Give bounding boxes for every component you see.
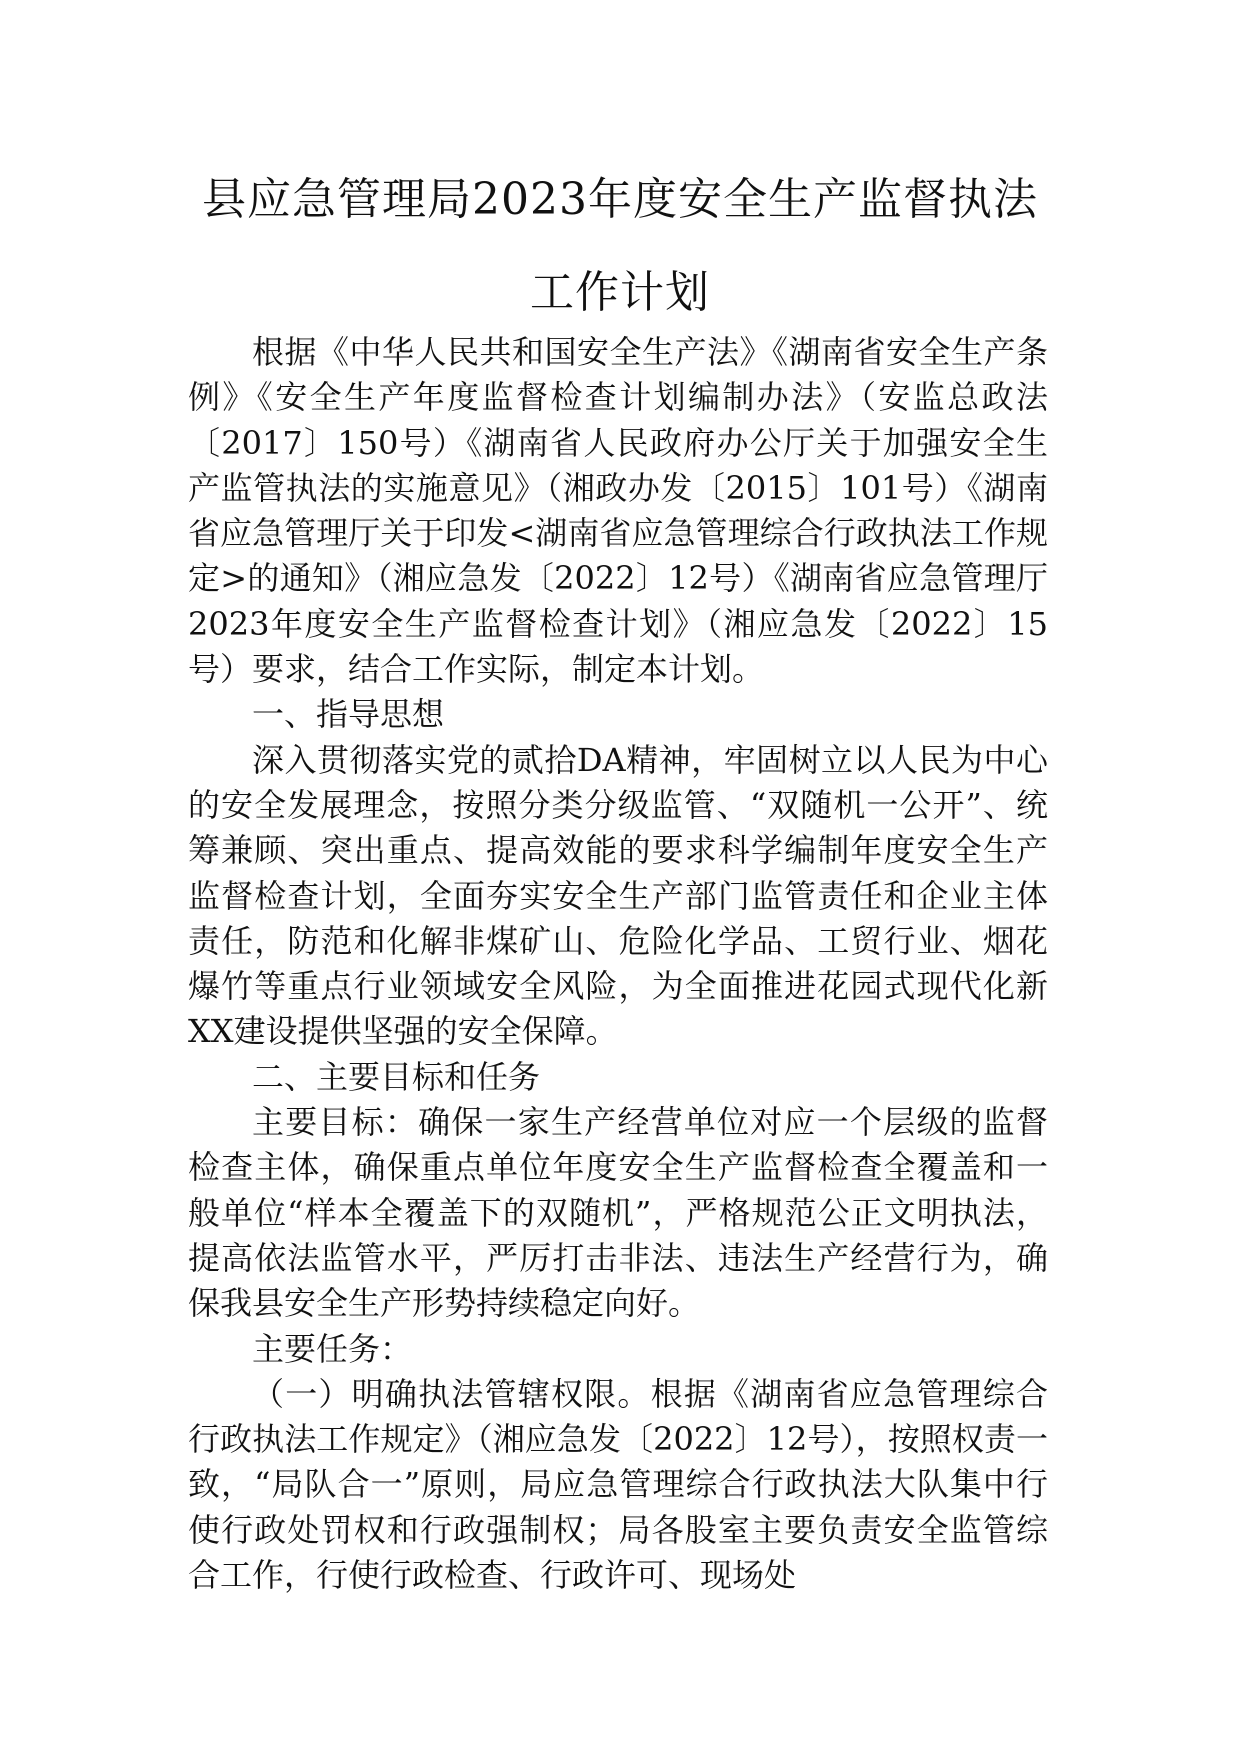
paragraph-guiding-ideology: 深入贯彻落实党的贰拾DA精神，牢固树立以人民为中心的安全发展理念，按照分类分级监管、“双随机一公开”、统筹兼顾、突出重点、提高效能的要求科学编制年度安全生产监督检查计划，全面夯实安全生产部门监管责任和企业主体责任，防范和化解非煤矿山、危险化学品、工贸行业、烟花爆竹等重点行业领域安全风险，为全面推进花园式现代化新XX建设提供坚强的安全保障。 — [188, 740, 1048, 1051]
section-heading-guiding-ideology: 一、指导思想 — [252, 695, 445, 734]
paragraph-main-tasks-label: 主要任务： — [252, 1329, 413, 1368]
document-body — [188, 330, 1048, 1598]
paragraph-main-goals: 主要目标：确保一家生产经营单位对应一个层级的监督检查主体，确保重点单位年度安全生产监督检查全覆盖和一般单位“样本全覆盖下的双随机”，严格规范公正文明执法，提高依法监管水平，严厉打击非法、违法生产经营行为，确保我县安全生产形势持续稳定向好。 — [188, 1103, 1048, 1323]
paragraph-basis: 根据《中华人民共和国安全生产法》《湖南省安全生产条例》《安全生产年度监督检查计划编制办法》（安监总政法〔2017〕150号）《湖南省人民政府办公厅关于加强安全生产监管执法的实施意见》（湘政办发〔2015〕101号）《湖南省应急管理厅关于印发<湖南省应急管理综合行政执法工作规定>的通知》（湘应急发〔2022〕12号）《湖南省应急管理厅2023年度安全生产监督检查计划》（湘应急发〔2022〕15号）要求，结合工作实际，制定本计划。 — [188, 333, 1048, 689]
paragraph-task-1: （一）明确执法管辖权限。根据《湖南省应急管理综合行政执法工作规定》（湘应急发〔2022〕12号），按照权责一致，“局队合一”原则，局应急管理综合行政执法大队集中行使行政处罚权和行政强制权；局各股室主要负责安全监管综合工作，行使行政检查、行政许可、现场处 — [188, 1374, 1048, 1595]
document-title-line-1: 县应急管理局2023年度安全生产监督执法 — [202, 174, 1038, 225]
section-heading-goals-tasks: 二、主要目标和任务 — [252, 1057, 541, 1096]
document-title-line-2: 工作计划 — [530, 267, 710, 318]
